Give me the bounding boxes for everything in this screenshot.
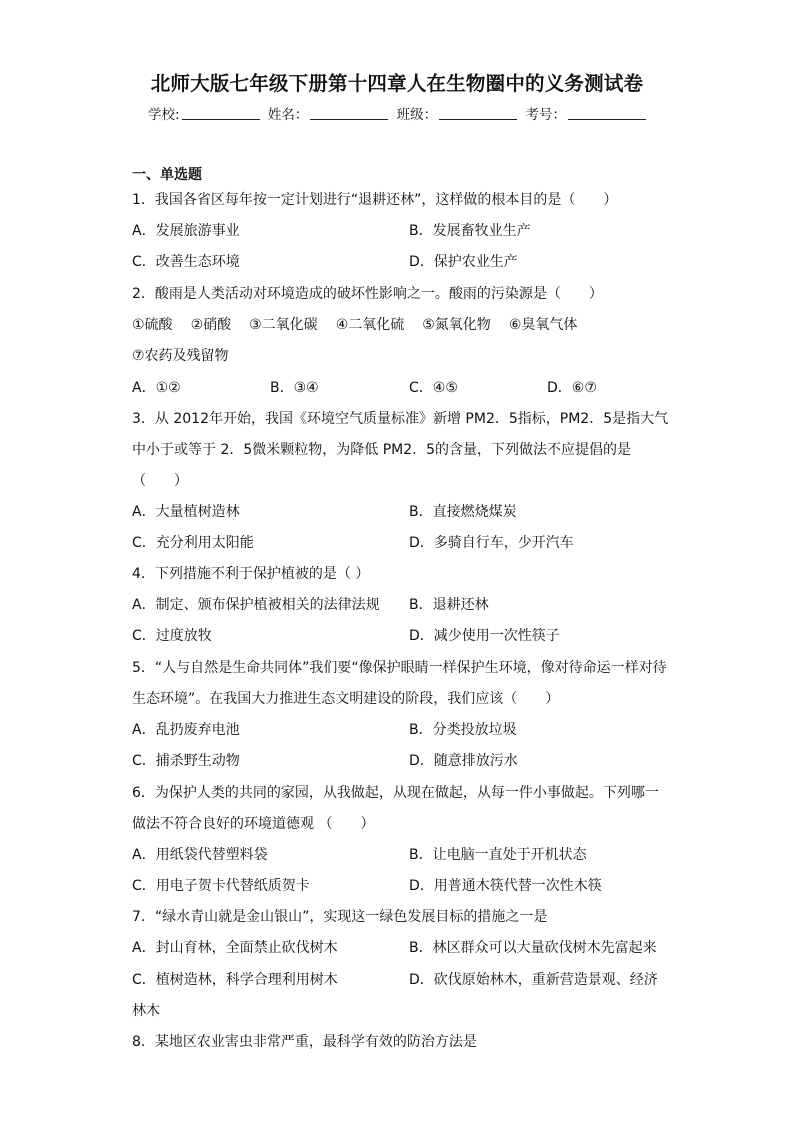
class-field[interactable]	[397, 103, 518, 123]
q2-item-5: ⑤氮氧化物	[422, 317, 491, 333]
q2-option-b[interactable]: B．③④	[270, 380, 319, 396]
q4-option-c[interactable]: C．过度放牧	[132, 628, 212, 644]
question-8-stem: 8．某地区农业害虫非常严重，最科学有效的防治方法是	[132, 1034, 477, 1050]
q7-option-c[interactable]: C．植树造林，科学合理利用树木	[132, 972, 338, 988]
q7-option-b[interactable]: B．林区群众可以大量砍伐树木先富起来	[409, 940, 657, 956]
question-7-stem: 7．“绿水青山就是金山银山”，实现这一绿色发展目标的措施之一是	[132, 909, 548, 925]
q2-option-d[interactable]: D．⑥⑦	[547, 380, 597, 396]
school-field[interactable]	[148, 103, 260, 123]
q2-item-7: ⑦农药及残留物	[132, 348, 229, 364]
school-label: 学校:	[148, 107, 180, 123]
q5-option-b[interactable]: B．分类投放垃圾	[409, 722, 517, 738]
q2-item-1: ①硫酸	[132, 317, 173, 333]
q2-pollutant-list	[132, 310, 595, 341]
q1-option-d[interactable]: D．保护农业生产	[409, 254, 518, 270]
question-6-line-1: 6．为保护人类的共同的家园，从我做起，从现在做起，从每一件小事做起。下列哪一	[132, 785, 659, 801]
question-4-stem: 4．下列措施不利于保护植被的是（ ）	[132, 566, 370, 582]
q4-option-a[interactable]: A．制定、颁布保护植被相关的法律法规	[132, 597, 380, 613]
q6-option-d[interactable]: D．用普通木筷代替一次性木筷	[409, 878, 602, 894]
question-6-line-2: 做法不符合良好的环境道德观 （ ）	[132, 816, 375, 832]
question-3-line-2: 中小于或等于 2．5微米颗粒物，为降低 PM2．5的含量，下列做法不应提倡的是	[132, 442, 632, 458]
name-blank[interactable]	[310, 106, 388, 120]
q2-item-4: ④二氧化硫	[335, 317, 405, 333]
exam-number-label: 考号：	[525, 107, 566, 123]
q2-option-c[interactable]: C．④⑤	[409, 380, 458, 396]
question-1-stem: 1．我国各省区每年按一定计划进行“退耕还林”，这样做的根本目的是（ ）	[132, 192, 618, 208]
q3-option-b[interactable]: B．直接燃烧煤炭	[409, 504, 517, 520]
q5-option-a[interactable]: A．乱扔废弃电池	[132, 722, 240, 738]
q4-option-b[interactable]: B．退耕还林	[409, 597, 489, 613]
section-heading: 一、单选题	[132, 167, 202, 183]
q6-option-c[interactable]: C．用电子贺卡代替纸质贺卡	[132, 878, 310, 894]
exam-number-blank[interactable]	[568, 106, 646, 120]
question-3-line-1: 3．从 2012年开始，我国《环境空气质量标准》新增 PM2．5指标，PM2．5是指大气	[132, 411, 669, 427]
question-5-line-2: 生态环境”。在我国大力推进生态文明建设的阶段，我们应该（ ）	[132, 691, 560, 707]
q3-option-c[interactable]: C．充分利用太阳能	[132, 535, 254, 551]
question-3-line-3: （ ）	[132, 473, 188, 489]
name-label: 姓名：	[267, 107, 309, 123]
q4-option-d[interactable]: D．减少使用一次性筷子	[409, 628, 560, 644]
q1-option-a[interactable]: A．发展旅游事业	[132, 223, 240, 239]
exam-number-field[interactable]	[525, 103, 646, 123]
q6-option-b[interactable]: B．让电脑一直处于开机状态	[409, 847, 587, 863]
q2-item-3: ③二氧化碳	[249, 317, 318, 333]
class-blank[interactable]	[439, 106, 517, 120]
q2-item-6: ⑥臭氧气体	[508, 317, 578, 333]
q7-option-d[interactable]: D．砍伐原始林木，重新营造景观、经济	[409, 972, 658, 988]
school-blank[interactable]	[182, 106, 260, 120]
q7-option-d-continued: 林木	[132, 1003, 160, 1019]
question-5-line-1: 5．“人与自然是生命共同体”我们要“像保护眼睛一样保护生环境，像对待命运一样对待	[132, 660, 667, 676]
name-field[interactable]	[268, 103, 389, 123]
page-title: 北师大版七年级下册第十四章人在生物圈中的义务测试卷	[150, 72, 644, 95]
q7-option-a[interactable]: A．封山育林，全面禁止砍伐树木	[132, 940, 338, 956]
q6-option-a[interactable]: A．用纸袋代替塑料袋	[132, 847, 268, 863]
class-label: 班级：	[396, 107, 438, 123]
q5-option-d[interactable]: D．随意排放污水	[409, 753, 518, 769]
q5-option-c[interactable]: C．捕杀野生动物	[132, 753, 240, 769]
q2-item-2: ②硝酸	[190, 317, 232, 333]
q2-option-a[interactable]: A．①②	[132, 380, 181, 396]
student-info-fields	[0, 103, 794, 123]
q3-option-a[interactable]: A．大量植树造林	[132, 504, 240, 520]
q3-option-d[interactable]: D．多骑自行车，少开汽车	[409, 535, 574, 551]
question-2-stem: 2．酸雨是人类活动对环境造成的破坏性影响之一。酸雨的污染源是（ ）	[132, 286, 603, 302]
q1-option-c[interactable]: C．改善生态环境	[132, 254, 240, 270]
q1-option-b[interactable]: B．发展畜牧业生产	[409, 223, 531, 239]
